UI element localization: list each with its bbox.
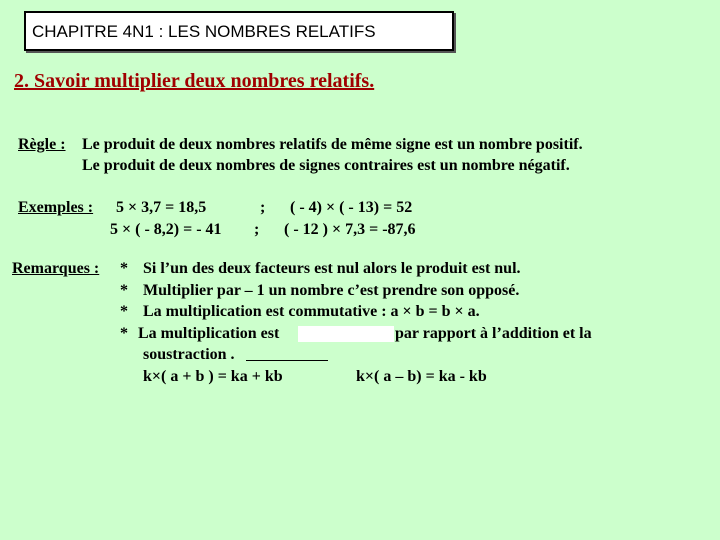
examples-label: Exemples : xyxy=(18,199,94,216)
example-2: ( - 4) × ( - 13) = 52 xyxy=(290,199,413,216)
formula-addition: k×( a + b ) = ka + kb xyxy=(143,368,283,385)
remark-2: Multiplier par – 1 un nombre c’est prendre son opposé. xyxy=(143,282,520,299)
example-1: 5 × 3,7 = 18,5 xyxy=(116,199,207,216)
remark-1: Si l’un des deux facteurs est nul alors le produit est nul. xyxy=(143,260,521,277)
remarks-label: Remarques : xyxy=(12,260,100,277)
example-separator-1: ; xyxy=(260,199,266,216)
remark-4-start: La multiplication est xyxy=(138,325,280,342)
example-separator-2: ; xyxy=(254,221,260,238)
remark-bullet-3: * xyxy=(120,303,128,320)
remark-4-end: par rapport à l’addition et la xyxy=(395,325,592,342)
formula-subtraction: k×( a – b) = ka - kb xyxy=(356,368,487,385)
rule-line-1: Le produit de deux nombres relatifs de même signe est un nombre positif. xyxy=(82,136,583,153)
remark-bullet-1: * xyxy=(120,260,128,277)
remark-4-line-2: soustraction . xyxy=(143,346,235,363)
rule-label: Règle : xyxy=(18,136,66,153)
rule-line-2: Le produit de deux nombres de signes contraires est un nombre négatif. xyxy=(82,157,570,174)
example-3: 5 × ( - 8,2) = - 41 xyxy=(110,221,222,238)
blank-field xyxy=(298,326,394,342)
chapter-title: CHAPITRE 4N1 : LES NOMBRES RELATIFS xyxy=(32,22,376,41)
remark-3: La multiplication est commutative : a × b = b × a. xyxy=(143,303,480,320)
remark-bullet-4: * xyxy=(120,325,128,342)
remark-bullet-2: * xyxy=(120,282,128,299)
section-title: 2. Savoir multiplier deux nombres relatifs. xyxy=(14,70,375,92)
blank-underline xyxy=(246,360,328,361)
example-4: ( - 12 ) × 7,3 = -87,6 xyxy=(284,221,416,238)
